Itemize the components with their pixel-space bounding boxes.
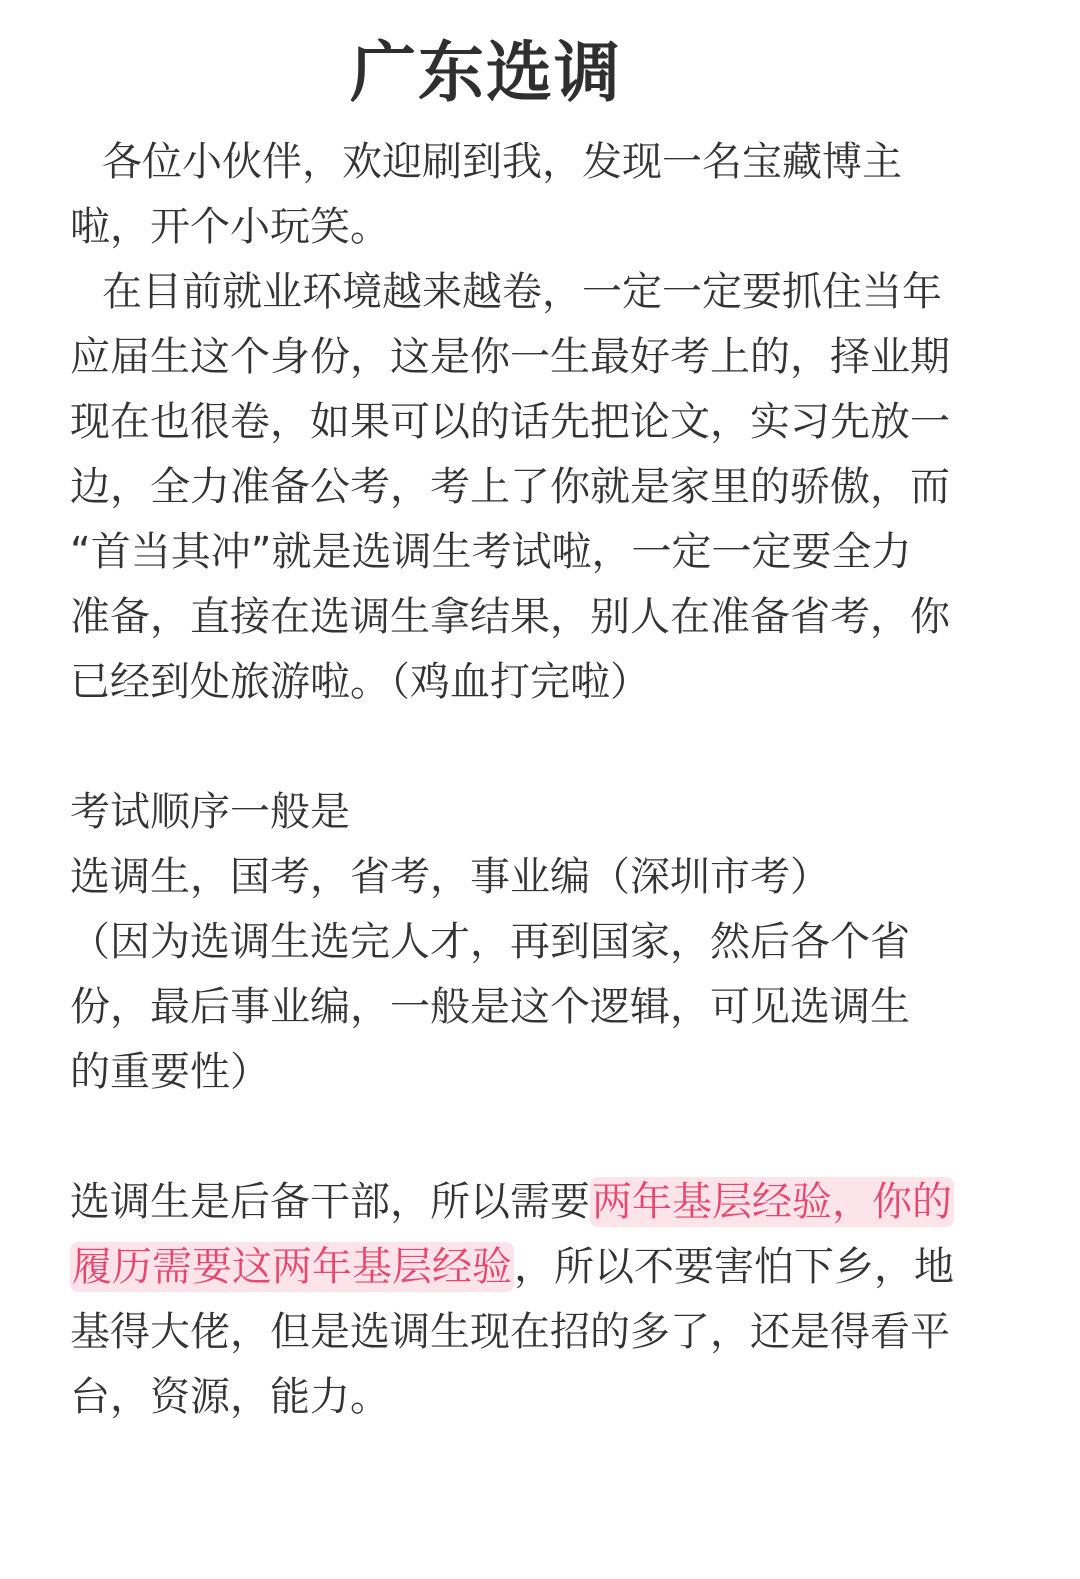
text-line xyxy=(70,1170,1010,1235)
article-body xyxy=(70,130,1010,1430)
page-title: 广东选调 xyxy=(350,34,622,111)
text-line: 准备，直接在选调生拿结果，别人在准备省考，你 xyxy=(70,594,950,640)
paragraph-spacer xyxy=(70,715,1010,780)
text-line xyxy=(70,1235,1010,1300)
text-line: 台，资源，能力。 xyxy=(70,1374,390,1420)
text-line: “首当其冲”就是选调生考试啦，一定一定要全力 xyxy=(70,529,912,575)
text-line: 各位小伙伴，欢迎刷到我，发现一名宝藏博主 xyxy=(102,139,902,185)
text-line: 考试顺序一般是 xyxy=(70,789,350,835)
paragraph-spacer xyxy=(70,1105,1010,1170)
text-line: 份，最后事业编，一般是这个逻辑，可见选调生 xyxy=(70,984,910,1030)
text-line: 在目前就业环境越来越卷，一定一定要抓住当年 xyxy=(102,269,942,315)
text-line: 啦，开个小玩笑。 xyxy=(70,204,390,250)
cadre-paragraph xyxy=(70,1170,1010,1430)
exam-order-paragraph xyxy=(70,780,1010,1105)
highlighted-text: 两年基层经验，你的 xyxy=(592,1179,952,1225)
text-line: （因为选调生选完人才，再到国家，然后各个省 xyxy=(70,919,910,965)
text-line: 选调生，国考，省考，事业编（深圳市考） xyxy=(70,854,830,900)
text-line: 现在也很卷，如果可以的话先把论文，实习先放一 xyxy=(70,399,950,445)
highlighted-text: 履历需要这两年基层经验 xyxy=(72,1244,512,1290)
text-line: 基得大佬，但是选调生现在招的多了，还是得看平 xyxy=(70,1309,950,1355)
text-line: 应届生这个身份，这是你一生最好考上的，择业期 xyxy=(70,334,950,380)
text-line: 已经到处旅游啦。（鸡血打完啦） xyxy=(70,659,650,705)
plain-text: 选调生是后备干部，所以需要 xyxy=(70,1179,590,1225)
plain-text: ，所以不要害怕下乡，地 xyxy=(514,1244,954,1290)
text-line: 边，全力准备公考，考上了你就是家里的骄傲，而 xyxy=(70,464,950,510)
employment-paragraph xyxy=(70,260,1010,715)
intro-paragraph xyxy=(70,130,1010,260)
text-line: 的重要性） xyxy=(70,1049,270,1095)
